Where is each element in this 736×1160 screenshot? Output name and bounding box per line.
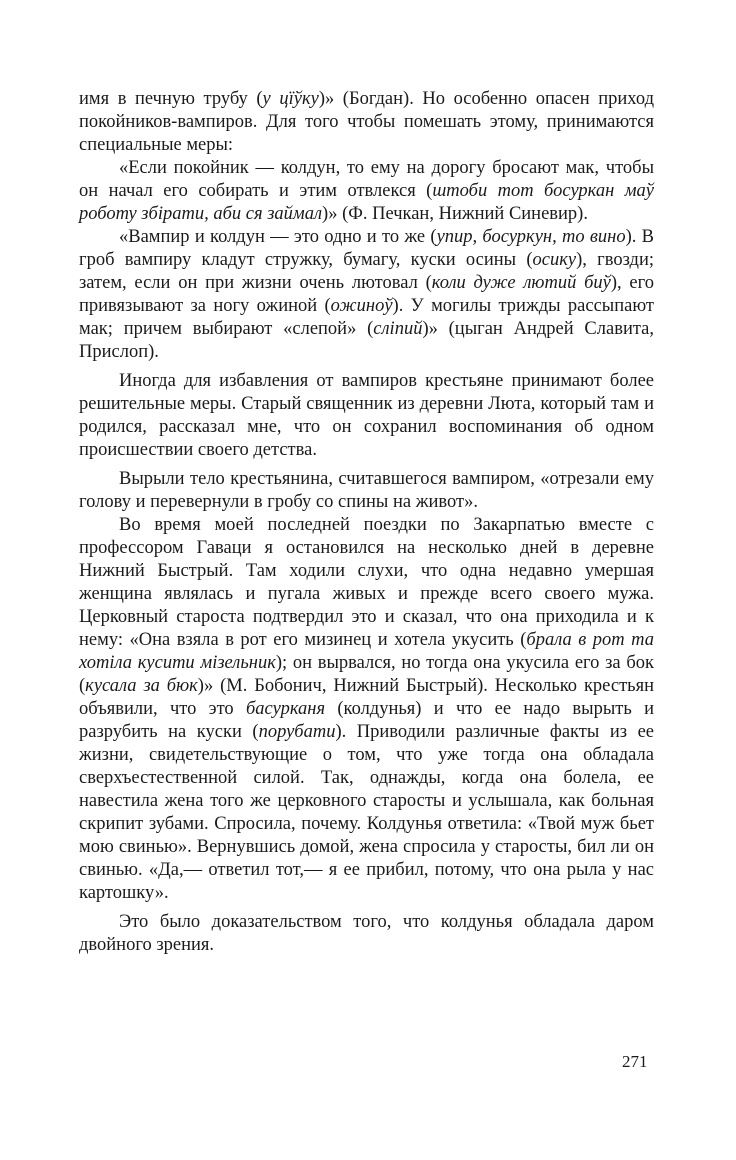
dialect-phrase: кусала за бюк — [85, 676, 198, 696]
text-run: «Если покойник — колдун, то ему на дорогу бросают мак, чтобы он начал его собирать и этим отвлекся ( — [79, 158, 654, 201]
dialect-phrase: упир, босуркун, то вино — [436, 227, 626, 247]
paragraph-1 — [79, 88, 654, 157]
text-run: ); он вырвался, но тогда она укусила его за бок ( — [79, 653, 654, 696]
text-run: имя в печную трубу ( — [79, 89, 263, 109]
text-run: )» (Богдан). Но особенно опасен приход покойников-вампиров. Для того чтобы помешать этому, принимаются специальные меры: — [79, 89, 654, 155]
dialect-phrase: ожиноў — [330, 296, 393, 316]
text-run: Во время моей последней поездки по Закарпатью вместе с профессором Гаваци я остановился на несколько дней в деревне Нижний Быстрый. Там ходили слухи, что одна недавно умершая женщина являлась и пугала живых и прежде всего своего мужа. Церковный староста подтвердил это и сказал, что она приходила и к нему: «Она взяла в рот его мизинец и хотела укусить ( — [79, 515, 654, 650]
paragraph-7: Это было доказательством того, что колдунья обладала даром двойного зрения. — [79, 912, 654, 955]
text-run: ). Приводили различные факты из ее жизни, свидетельствующие о том, что уже тогда она обладала сверхъестественной силой. Так, однажды, когда она болела, ее навестила жена того же церковного старосты и услышала, как больная скрипит зубами. Спросила, почему. Колдунья ответила: «Твой муж бьет мою свинью». Вернувшись домой, жена спросила у старосты, бил ли он свинью. «Да,— ответил тот,— я ее прибил, потому, что она рыла у нас картошку». — [79, 722, 655, 903]
dialect-phrase: басурканя — [245, 699, 326, 719]
text-run: )» (Ф. Печкан, Нижний Синевир). — [322, 204, 588, 224]
text-run: ), гвозди; затем, если он при жизни очень лютовал ( — [79, 250, 654, 293]
text-run: ). У могилы трижды рассыпают мак; причем выбирают «слепой» ( — [79, 296, 654, 339]
text-run: )» (М. Бобонич, Нижний Быстрый). Несколько крестьян объявили, что это — [79, 676, 654, 719]
text-run: (колдунья) и что ее надо вырыть и разрубить на куски ( — [79, 699, 654, 742]
dialect-phrase: штоби тот босуркан маў роботу збірати, аби ся займал — [79, 181, 654, 224]
text-run: ). В гроб вампиру кладут стружку, бумагу, куски осины ( — [79, 227, 654, 270]
paragraph-5-quote: Вырыли тело крестьянина, считавшегося вампиром, «отрезали ему голову и перевернули в гробу со спины на живот». — [79, 469, 654, 512]
dialect-phrase: коли дуже лютий биў — [431, 273, 611, 293]
dialect-phrase: сліпий — [373, 319, 423, 339]
dialect-phrase: порубати — [258, 722, 336, 742]
dialect-phrase: у цїўку — [262, 89, 319, 109]
text-run: )» (цыган Андрей Славита, Прислоп). — [79, 319, 654, 362]
text-run: «Вампир и колдун — это одно и то же ( — [119, 227, 437, 247]
paragraph-6 — [79, 514, 654, 905]
dialect-phrase: брала в рот та хотіла кусити мізельник — [79, 630, 655, 673]
dialect-phrase: осику — [532, 250, 577, 270]
text-run: ), его привязывают за ногу ожиной ( — [79, 273, 654, 316]
page-body — [79, 88, 654, 957]
paragraph-2 — [79, 157, 654, 226]
paragraph-4: Иногда для избавления от вампиров крестьяне принимают более решительные меры. Старый священник из деревни Люта, который там и родился, рассказал мне, что он сохранил воспоминания об одном происшествии своего детства. — [79, 371, 654, 460]
paragraph-3 — [79, 226, 654, 364]
page-number: 271 — [622, 1052, 648, 1071]
